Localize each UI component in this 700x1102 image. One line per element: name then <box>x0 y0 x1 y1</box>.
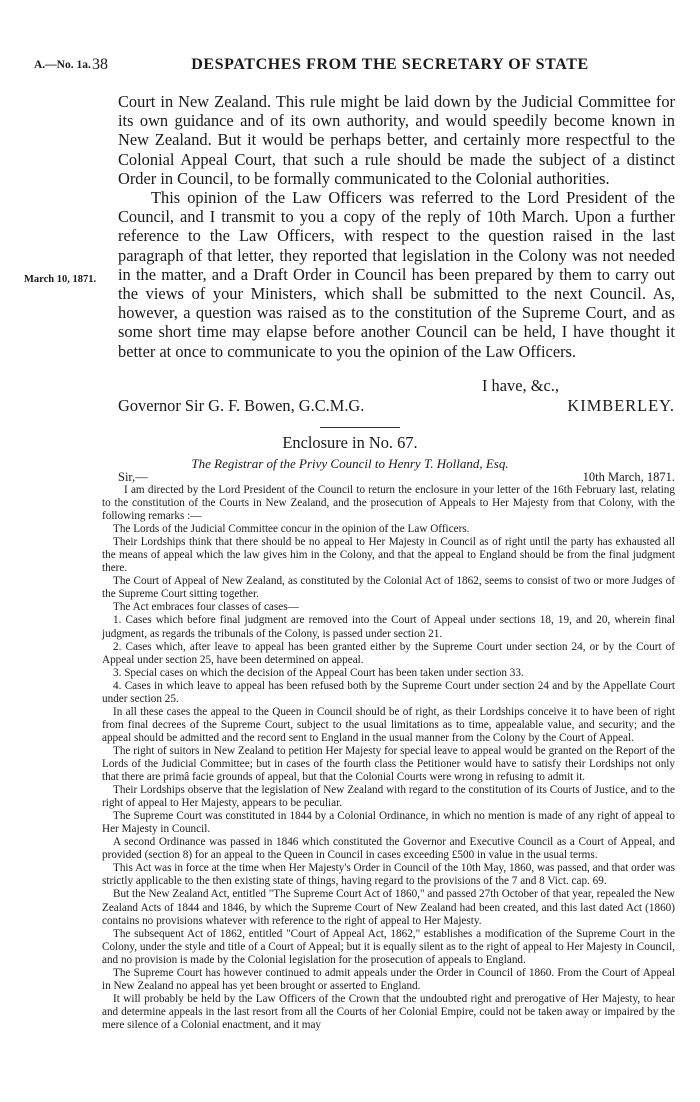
letter-paragraph: The Lords of the Judicial Committee concur in the opinion of the Law Officers. <box>113 523 470 536</box>
letter-paragraph: I am directed by the Lord President of the Council to return the enclosure in your letter of the 16th February last, relating to the constitution of the Courts in New Zealand, and the prosecution of Appeals to Her Majesty from that Colony, with the following remarks :— <box>102 484 675 523</box>
page-number: 38 <box>92 56 108 73</box>
enclosure-title: Enclosure in No. 67. <box>282 433 418 452</box>
running-title: DESPATCHES FROM THE SECRETARY OF STATE <box>191 56 589 73</box>
letter-paragraph: Their Lordships think that there should be no appeal to Her Majesty in Council as of right until the party has exhausted all the means of appeal which the law gives him in the Colony, and that the appeal to England should be from the final judgment there. <box>102 536 675 575</box>
signature: KIMBERLEY. <box>567 396 675 415</box>
letter-paragraph: Their Lordships observe that the legislation of New Zealand with regard to the constitution of its Courts of Justice, and to the right of appeal to Her Majesty, appears to be peculiar. <box>102 784 675 810</box>
letter-paragraph: The Act embraces four classes of cases— <box>113 601 299 614</box>
enclosure-subtitle: The Registrar of the Privy Council to Henry T. Holland, Esq. <box>191 456 509 471</box>
letter-paragraph: But the New Zealand Act, entitled "The Supreme Court Act of 1860," and passed 27th October of that year, repealed the New Zealand Acts of 1844 and 1846, by which the Supreme Court of New Zealand had been created, and this last dated Act (1860) contains no provisions whatever with reference to the right of appeal to Her Majesty. <box>102 888 675 927</box>
letter-paragraph: 2. Cases which, after leave to appeal has been granted either by the Supreme Court under section 24, or by the Court of Appeal under section 25, have been determined on appeal. <box>102 640 675 666</box>
letter-paragraph: 1. Cases which before final judgment are removed into the Court of Appeal under sections 18, 19, and 20, wherein final judgment, as regards the tribunals of the Colony, is passed under section 21. <box>102 614 675 640</box>
page-header <box>0 56 700 78</box>
letter-paragraph: The right of suitors in New Zealand to petition Her Majesty for special leave to appeal would be granted on the Report of the Lords of the Judicial Committee; but in cases of the fourth class the Petitioner would have to satisfy their Lordships not only that there are primâ facie grounds of appeal, but that the Colonial Courts were wrong in refusing to admit it. <box>102 744 675 784</box>
letter-paragraph: 4. Cases in which leave to appeal has been refused both by the Supreme Court under section 24 and by the Appellate Court under section 25. <box>102 679 675 705</box>
section-divider <box>320 427 400 428</box>
letter-paragraph: In all these cases the appeal to the Queen in Council should be of right, as their Lordships conceive it to have been of right from final decrees of the Supreme Court, subject to the usual limitations as to time, appealable value, and security; and the appeal should be admitted and the record sent to England in the usual manner from the Colony by the Court of Appeal. <box>102 705 675 744</box>
despatch-paragraph: Court in New Zealand. This rule might be laid down by the Judicial Committee for its own guidance and of its own authority, and would speedily become known in New Zealand. But it would be perhaps better, and certainly more respectful to the Colonial Appeal Court, that such a rule should be made the subject of a distinct Order in Council, to be formally communicated to the Colonial authorities. <box>118 92 675 188</box>
letter-paragraph: The Supreme Court has however continued to admit appeals under the Order in Council of 1860. From the Court of Appeal in New Zealand no appeal has yet been brought or asserted to England. <box>102 966 675 992</box>
letter-paragraph: The Supreme Court was constituted in 1844 by a Colonial Ordinance, in which no mention is made of any right of appeal to Her Majesty in Council. <box>102 810 675 836</box>
document-reference: A.—No. 1a. <box>34 59 91 71</box>
letter-date: 10th March, 1871. <box>582 470 675 484</box>
despatch-paragraph: This opinion of the Law Officers was referred to the Lord President of the Council, and I transmit to you a copy of the reply of 10th March. Upon a further reference to the Law Officers, with respect to the question raised in the last paragraph of that letter, they reported that legislation in the Colony was not needed in the matter, and a Draft Order in Council has been prepared by them to carry out the views of your Ministers, which shall be submitted to the next Council. As, however, a question was raised as to the constitution of the Supreme Court, and as some short time may elapse before another Council can be held, I have thought it better at once to communicate to you the opinion of the Law Officers. <box>118 188 675 361</box>
addressee: Governor Sir G. F. Bowen, G.C.M.G. <box>118 396 365 415</box>
letter-paragraph: A second Ordinance was passed in 1846 which constituted the Governor and Executive Council as a Court of Appeal, and provided (section 8) for an appeal to the Queen in Council in cases exceeding £500 in value in the usual terms. <box>102 836 675 862</box>
letter-paragraph: The Court of Appeal of New Zealand, as constituted by the Colonial Act of 1862, seems to consist of two or more Judges of the Supreme Court sitting together. <box>102 575 675 601</box>
despatch-body <box>118 92 675 361</box>
letter-paragraph: It will probably be held by the Law Officers of the Crown that the undoubted right and prerogative of Her Majesty, to hear and determine appeals in the last resort from all the Courts of her Colonial Empire, could not be taken away or impaired by the mere silence of a Colonial enactment, and it may <box>102 992 675 1031</box>
letter-paragraph: The subsequent Act of 1862, entitled "Court of Appeal Act, 1862," establishes a modification of the Supreme Court in the Colony, under the style and title of a Court of Appeal; but it is equally silent as to the right of appeal to Her Majesty in Council, and no provision is made by the Colonial legislation for the prosecution of appeals to England. <box>102 927 675 966</box>
letter-salutation: Sir,— <box>118 470 148 484</box>
letter-paragraph: This Act was in force at the time when Her Majesty's Order in Council of the 10th May, 1860, was passed, and that order was strictly applicable to the then existing state of things, having regard to the provisions of the 7 and 8 Vict. cap. 69. <box>102 862 675 888</box>
enclosure-letter <box>102 484 675 1032</box>
despatch-closing <box>118 376 675 420</box>
closing-phrase: I have, &c., <box>482 376 559 395</box>
letter-paragraph: 3. Special cases on which the decision of the Appeal Court has been taken under section 33. <box>113 666 524 679</box>
margin-date-note: March 10, 1871. <box>24 274 97 285</box>
